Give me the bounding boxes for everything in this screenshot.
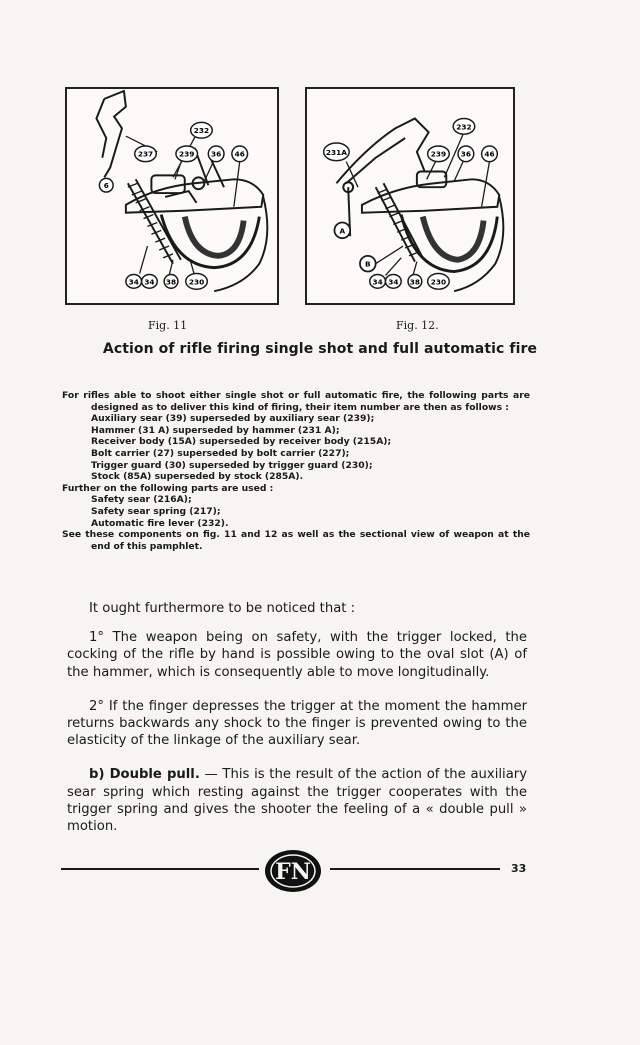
footer-rule-left xyxy=(61,868,259,870)
callout-b xyxy=(360,256,376,272)
callout-36 xyxy=(458,146,474,162)
paragraph-1 xyxy=(67,629,527,681)
callout-34 xyxy=(126,275,142,289)
callout-a xyxy=(334,222,350,238)
parts-list-block xyxy=(62,390,530,552)
paragraph-2-text: 2° If the finger depresses the trigger at the moment the hammer returns backwards any shock to the finger is prevented owing to the elasticity of the linkage of the auxiliary sear. xyxy=(67,698,527,749)
svg-text:B: B xyxy=(365,259,371,269)
svg-text:34: 34 xyxy=(388,277,399,287)
svg-text:237: 237 xyxy=(137,149,154,159)
svg-text:A: A xyxy=(339,226,346,236)
svg-text:34: 34 xyxy=(128,277,139,287)
callout-38 xyxy=(408,274,422,288)
svg-text:46: 46 xyxy=(234,149,245,159)
footer-rule-right xyxy=(330,868,500,870)
figure-11-diagram xyxy=(65,87,279,305)
parts-item: Trigger guard (30) superseded by trigger guard (230); xyxy=(91,459,373,471)
svg-text:6: 6 xyxy=(103,181,109,191)
svg-text:34: 34 xyxy=(372,277,383,287)
parts-item: Auxiliary sear (39) superseded by auxiliary sear (239); xyxy=(91,413,375,425)
figure-12-caption: Fig. 12. xyxy=(396,319,439,332)
callout-230 xyxy=(186,274,208,290)
fn-logo-text: FN xyxy=(275,859,311,885)
parts-item: Bolt carrier (27) superseded by bolt carrier (227); xyxy=(91,447,350,459)
lead-paragraph: It ought furthermore to be noticed that : xyxy=(89,601,356,616)
callout-230 xyxy=(428,273,450,289)
callout-36 xyxy=(208,146,224,162)
svg-text:46: 46 xyxy=(484,149,495,159)
svg-text:239: 239 xyxy=(179,149,195,159)
svg-text:232: 232 xyxy=(456,122,472,132)
svg-text:38: 38 xyxy=(409,277,421,287)
callout-46 xyxy=(232,146,248,162)
parts-intro: For rifles able to shoot either single shot or full automatic fire, the following parts are designed as to deliver this kind of firing, their item number are then as follows : xyxy=(62,390,530,413)
svg-text:231A: 231A xyxy=(325,147,347,157)
svg-text:230: 230 xyxy=(188,277,205,287)
parts-item: Hammer (31 A) superseded by hammer (231 A); xyxy=(91,424,340,436)
callout-231a xyxy=(324,143,350,161)
section-title: Action of rifle firing single shot and full automatic fire xyxy=(102,341,538,357)
see-note: See these components on fig. 11 and 12 as well as the sectional view of weapon at the end of this pamphlet. xyxy=(62,529,530,552)
double-pull-heading: b) Double pull. xyxy=(89,767,200,783)
fig11-drawing xyxy=(67,89,277,303)
svg-text:36: 36 xyxy=(460,149,472,159)
callout-237 xyxy=(135,146,157,162)
callout-34 xyxy=(370,274,386,288)
svg-text:239: 239 xyxy=(430,149,447,159)
fn-logo-icon xyxy=(263,848,323,894)
fig12-drawing xyxy=(307,89,513,303)
page-number: 33 xyxy=(511,862,527,875)
callout-239 xyxy=(428,146,450,162)
callout-34b xyxy=(385,274,401,288)
svg-text:36: 36 xyxy=(211,149,222,159)
callout-232 xyxy=(453,119,475,135)
further-item: Automatic fire lever (232). xyxy=(91,517,229,529)
body-text xyxy=(67,600,527,852)
further-item: Safety sear spring (217); xyxy=(91,505,221,517)
callout-232 xyxy=(191,122,213,138)
figure-12-diagram xyxy=(305,87,515,305)
svg-text:230: 230 xyxy=(430,277,447,287)
further-item: Safety sear (216A); xyxy=(91,494,192,506)
svg-text:38: 38 xyxy=(165,277,177,287)
parts-item: Receiver body (15A) superseded by receiver body (215A); xyxy=(91,436,392,448)
further-heading: Further on the following parts are used : xyxy=(62,482,274,494)
figure-11-caption: Fig. 11 xyxy=(148,319,188,332)
paragraph-3 xyxy=(67,766,527,835)
callout-239 xyxy=(176,146,198,162)
paragraph-3-text: — This is the result of the action of the auxiliary sear spring which resting against the trigger cooperates with the trigger spring and gives the shooter the feeling of a « double pull » motion. xyxy=(67,767,527,835)
callout-38 xyxy=(164,275,178,289)
svg-text:232: 232 xyxy=(193,126,210,136)
svg-text:34: 34 xyxy=(144,277,155,287)
callout-6 xyxy=(99,178,113,192)
paragraph-2 xyxy=(67,698,527,750)
parts-item: Stock (85A) superseded by stock (285A). xyxy=(91,471,304,483)
callout-46 xyxy=(482,146,498,162)
callout-34b xyxy=(142,275,158,289)
paragraph-1-text: 1° The weapon being on safety, with the trigger locked, the cocking of the rifle by hand is possible owing to the oval slot (A) of the hammer, which is consequently able to move longitudinally. xyxy=(67,630,527,680)
